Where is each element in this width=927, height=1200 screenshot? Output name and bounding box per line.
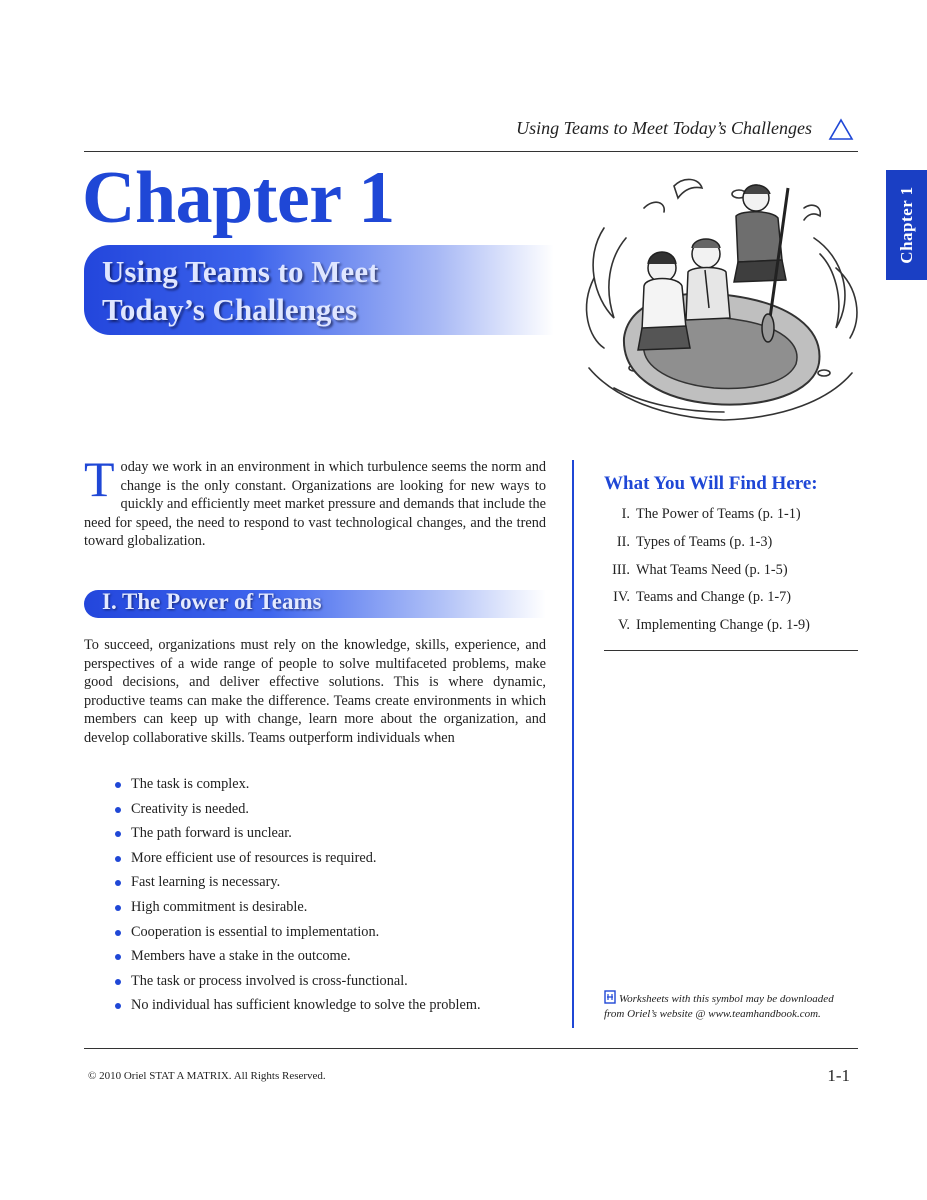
- running-header: [84, 116, 858, 152]
- list-item: More efficient use of resources is required.: [112, 846, 552, 871]
- list-item: Creativity is needed.: [112, 797, 552, 822]
- list-item: The path forward is unclear.: [112, 821, 552, 846]
- list-item: Fast learning is necessary.: [112, 870, 552, 895]
- list-item: Members have a stake in the outcome.: [112, 944, 552, 969]
- download-note: [604, 990, 874, 1022]
- chapter-side-tab-label: Chapter 1: [896, 186, 916, 264]
- toc-item[interactable]: IV. Teams and Change (p. 1-7): [613, 589, 792, 606]
- chapter-title-line-2: Today’s Challenges: [102, 292, 358, 327]
- chapter-side-tab[interactable]: [886, 170, 927, 280]
- copyright: © 2010 Oriel STAT A MATRIX. All Rights Reserved.: [88, 1070, 326, 1082]
- page-number: 1-1: [827, 1066, 850, 1085]
- toc-item[interactable]: III. What Teams Need (p. 1-5): [612, 561, 788, 578]
- rafting-team-illustration: [574, 168, 866, 426]
- intro-text: oday we work in an environment in which turbulence seems the norm and change is the only constant. Organizations are looking for new ways to quickly and efficiently meet market pressure and demands that include the need for speed, the need to respond to vast technological changes, and the trend toward globalization.: [84, 459, 546, 549]
- footer-divider: [84, 1048, 858, 1049]
- sidebar-title: What You Will Find Here:: [604, 473, 818, 494]
- toc-item[interactable]: I. The Power of Teams (p. 1-1): [621, 506, 801, 522]
- download-note-line-2: from Oriel’s website @ www.teamhandbook.com.: [604, 1008, 821, 1020]
- list-item: No individual has sufficient knowledge to solve the problem.: [112, 993, 552, 1018]
- list-item: Cooperation is essential to implementation.: [112, 920, 552, 945]
- list-item: High commitment is desirable.: [112, 895, 552, 920]
- toc-divider: [604, 650, 858, 651]
- running-title: Using Teams to Meet Today’s Challenges: [516, 118, 812, 138]
- intro-paragraph: [84, 451, 546, 551]
- download-note-line-1: Worksheets with this symbol may be downloaded: [619, 993, 834, 1005]
- chapter-title-line-1: Using Teams to Meet: [102, 254, 379, 289]
- section-heading: I. The Power of Teams: [102, 589, 322, 614]
- bullet-list: [112, 772, 552, 1018]
- toc-item[interactable]: V. Implementing Change (p. 1-9): [617, 617, 810, 634]
- table-of-contents: [604, 502, 810, 641]
- drop-cap: T: [84, 451, 115, 507]
- section-heading-banner: [84, 590, 546, 618]
- column-divider: [572, 460, 574, 1028]
- download-icon: [604, 990, 616, 1004]
- chapter-number: Chapter 1: [82, 157, 395, 239]
- list-item: The task is complex.: [112, 772, 552, 797]
- list-item: The task or process involved is cross-functional.: [112, 969, 552, 994]
- chapter-title-banner: [84, 245, 554, 335]
- triangle-icon: [828, 118, 854, 142]
- section-paragraph: To succeed, organizations must rely on the knowledge, skills, experience, and perspectives of a wide range of people to solve multifaceted problems, make good decisions, and deliver effective solutions. This is where dynamic, productive teams can make the difference. Teams create environments in which members can keep up with change, learn more about the organization, and develop collaborative skills. Teams outperform individuals when: [84, 637, 546, 746]
- toc-item[interactable]: II. Types of Teams (p. 1-3): [616, 533, 773, 550]
